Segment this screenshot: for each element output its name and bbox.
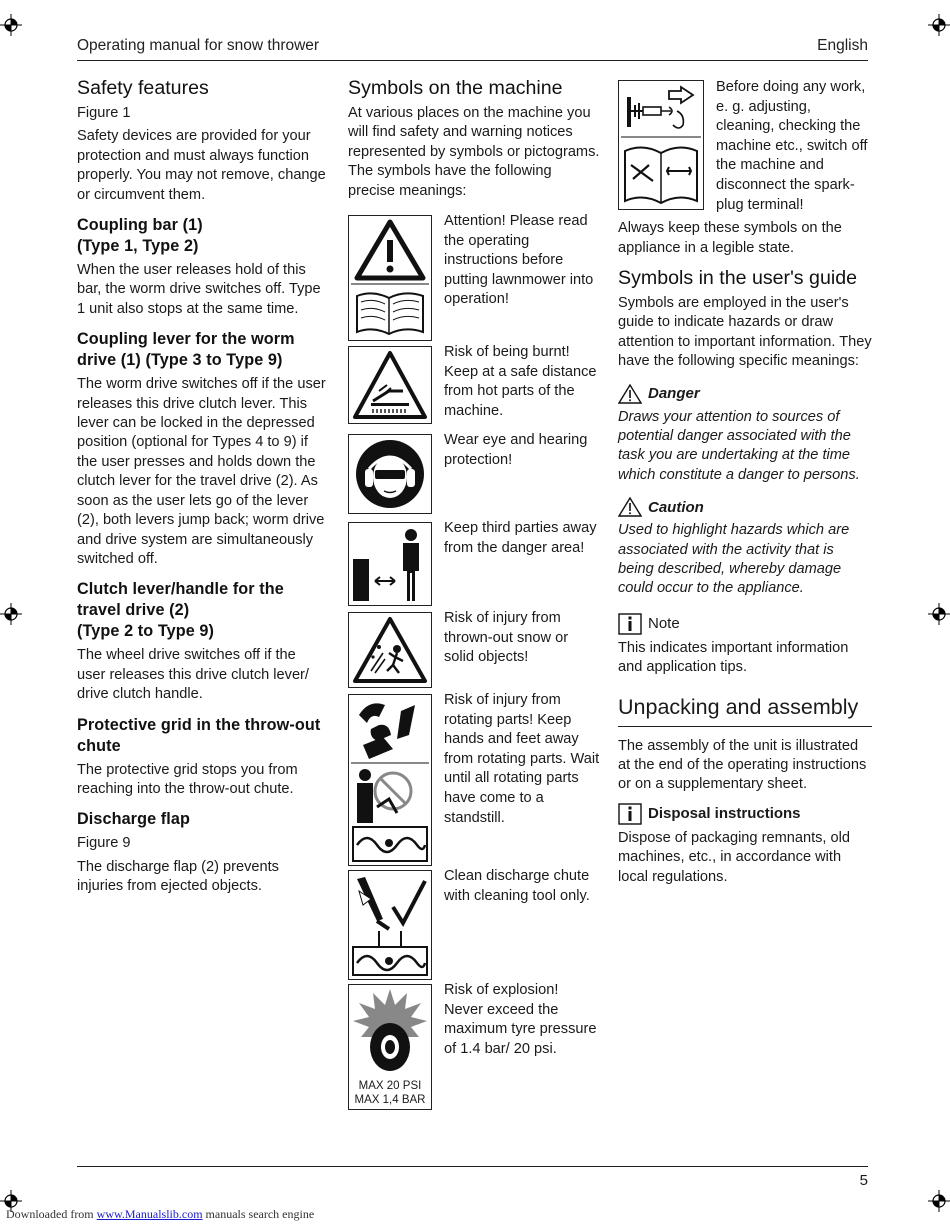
crop-mark-top-left [0, 14, 22, 36]
clutch-lever-text: The wheel drive switches off if the user releases this drive clutch lever/ drive clutch handle. [77, 647, 309, 703]
safety-text: Safety devices are provided for your protection and must always function properly. You may not remove, change or circumvent them. [77, 128, 326, 203]
symbol-text-keep-distance: Keep third parties away from the danger area! [444, 520, 597, 556]
caution-label: Caution [648, 498, 704, 516]
download-suffix: manuals search engine [202, 1207, 315, 1221]
symbol-row-spark-plug [618, 78, 872, 215]
discharge-flap-heading: Discharge flap [77, 810, 190, 829]
coupling-lever-heading: Coupling lever for the worm drive (1) (Type 3 to Type 9) [77, 330, 295, 370]
caution-heading [618, 497, 872, 517]
caution-triangle-icon [618, 497, 642, 517]
symbol-row-cleaning-tool [348, 870, 600, 980]
column-user-guide [618, 78, 872, 891]
symbol-row-tyre-explosion [348, 984, 600, 1110]
manual-title: Operating manual for snow thrower [77, 37, 320, 54]
crop-mark-bottom-right [928, 1190, 950, 1212]
tyre-psi-label: MAX 20 PSI [358, 1080, 422, 1093]
keep-distance-icon [348, 522, 432, 606]
tyre-explosion-icon [348, 984, 432, 1110]
eye-hearing-protection-icon [348, 434, 432, 514]
read-manual-icon [348, 215, 432, 341]
disposal-text: Dispose of packaging remnants, old machines, etc., in accordance with local regulations. [618, 829, 851, 885]
symbol-text-hot-surface: Risk of being burnt! Keep at a safe distance from hot parts of the machine. [444, 344, 597, 419]
symbol-text-thrown-objects: Risk of injury from thrown-out snow or solid objects! [444, 610, 569, 666]
user-guide-symbols-heading: Symbols in the user's guide [618, 266, 857, 289]
disposal-label: Disposal instructions [648, 805, 801, 823]
thrown-objects-icon [348, 612, 432, 688]
info-icon [618, 613, 642, 635]
danger-text: Draws your attention to sources of potential danger associated with the task you are undertaking at the time which constitute a danger to persons. [618, 408, 860, 483]
symbol-text-protection: Wear eye and hearing protection! [444, 432, 588, 468]
symbol-row-read-manual [348, 215, 600, 341]
tyre-bar-label: MAX 1,4 BAR [354, 1094, 426, 1107]
unpacking-text: The assembly of the unit is illustrated at the end of the operating instructions or on a supplementary sheet. [618, 737, 867, 793]
manualslib-link[interactable]: www.Manualslib.com [96, 1207, 203, 1221]
disposal-info-icon [618, 803, 642, 825]
spark-plug-disconnect-icon [618, 80, 704, 210]
symbols-machine-heading: Symbols on the machine [348, 77, 563, 99]
danger-heading [618, 384, 872, 404]
rotating-parts-icon [348, 694, 432, 866]
discharge-flap-figure-ref: Figure 9 [77, 835, 131, 852]
keep-symbols-text: Always keep these symbols on the appliance in a legible state. [618, 220, 842, 256]
danger-label: Danger [648, 384, 700, 402]
unpacking-heading: Unpacking and assembly [618, 694, 872, 727]
note-label: Note [648, 615, 680, 633]
symbol-row-thrown-objects [348, 612, 600, 688]
warning-triangle-icon [618, 384, 642, 404]
hot-surface-icon [348, 346, 432, 424]
page-number: 5 [859, 1172, 868, 1189]
page-header [77, 37, 868, 59]
user-guide-symbols-text: Symbols are employed in the user's guide to indicate hazards or draw attention to important information. They have the following specific meanings: [618, 294, 872, 370]
language-label: English [817, 37, 868, 54]
clutch-lever-heading: Clutch lever/handle for the travel drive (2) (Type 2 to Type 9) [77, 580, 284, 641]
crop-mark-mid-left [0, 603, 22, 625]
cleaning-tool-icon [348, 870, 432, 980]
download-source-line [6, 1207, 314, 1222]
discharge-flap-text: The discharge flap (2) prevents injuries from ejected objects. [77, 858, 279, 895]
safety-figure-ref: Figure 1 [77, 105, 131, 121]
note-heading [618, 613, 872, 635]
symbol-text-cleaning-tool: Clean discharge chute with cleaning tool only. [444, 868, 590, 904]
crop-mark-mid-right [928, 603, 950, 625]
coupling-bar-heading: Coupling bar (1) (Type 1, Type 2) [77, 216, 203, 256]
protective-grid-text: The protective grid stops you from reaching into the throw-out chute. [77, 761, 298, 797]
symbol-row-protection [348, 434, 600, 514]
caution-text: Used to highlight hazards which are associated with the activity that is being described, whereby damage could occur to the appliance. [618, 522, 850, 597]
crop-mark-top-right [928, 14, 950, 36]
coupling-bar-text: When the user releases hold of this bar, the worm drive switches off. Type 1 unit also stops at the same time. [77, 262, 321, 317]
symbol-text-rotating-parts: Risk of injury from rotating parts! Keep hands and feet away from rotating parts. Wait until all rotating parts have come to a standstill. [444, 692, 600, 826]
disposal-heading [618, 803, 872, 825]
column-safety-features [77, 76, 327, 901]
symbols-machine-intro: At various places on the machine you will find safety and warning notices represented by symbols or pictograms. The symbols have the following precise meanings: [348, 105, 600, 199]
column-symbols-on-machine [348, 76, 600, 1110]
safety-features-heading: Safety features [77, 77, 209, 99]
footer-divider [77, 1166, 868, 1167]
coupling-lever-text: The worm drive switches off if the user releases this drive clutch lever. This lever can be locked in the depressed position (optional for Types 4 to 9) if the user presses and holds down the clutch lever for the travel drive (2). As soon as the user lets go of the lever (2), both levers jump back; worm drive and drive system are simultaneously switched off. [77, 376, 326, 567]
symbol-row-rotating-parts [348, 694, 600, 866]
header-divider [77, 60, 868, 61]
download-prefix: Downloaded from [6, 1207, 97, 1221]
protective-grid-heading: Protective grid in the throw-out chute [77, 715, 321, 755]
note-text: This indicates important information and application tips. [618, 639, 849, 676]
symbol-text-read-manual: Attention! Please read the operating instructions before putting lawnmower into operation! [444, 213, 594, 308]
symbol-row-keep-distance [348, 522, 600, 606]
tyre-pressure-label [349, 1079, 431, 1107]
symbol-text-tyre-explosion: Risk of explosion! Never exceed the maximum tyre pressure of 1.4 bar/ 20 psi. [444, 982, 597, 1057]
spark-plug-text: Before doing any work, e. g. adjusting, cleaning, checking the machine etc., switch off the machine and disconnect the spark-plug terminal! [716, 79, 868, 213]
symbol-row-hot-surface [348, 346, 600, 424]
